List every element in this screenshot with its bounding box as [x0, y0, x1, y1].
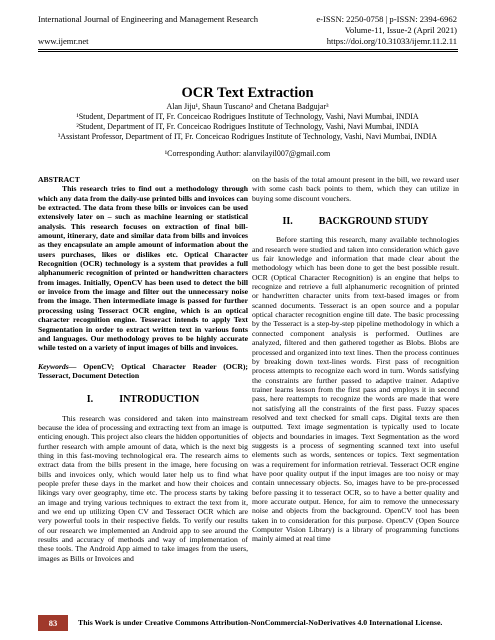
background-text: Before starting this research, many available technologies and research were studied and taken into consideration which gave us fair knowledge and information that made clear about the methodology which has been done to get the best possible result. OCR (Optical Character Recognition) is an engine that helps to recognize and retrieve a full alphanumeric recognition of printed or handwritten character units from text-based images or from scanned documents. Tesseract is an open source and a popular optical character recognition engine till date. The basic processing by the Tesseract is a step-by-step pipeline methodology in which a connected component analysis is performed. Outlines are analyzed, filtered and then gathered together as Blobs. Blobs are processed and organized into text lines. Then the process continues by breaking down text-lines words. First pass of recognition process attempts to recognize each word in turn. Words satisfying the constraints are further passed to adaptive trainer. Adaptive trainer learns lesson from the first pass and employs it in second pass, here reattempts to recognize the words are made that were not satisfying all the constraints of the first pass. Fuzzy spaces resolved and text checked for small caps. Digital texts are then outputted. Text image segmentation is typically used to locate objects and boundaries in images. Text Segmentation as the word suggests is a process of segmenting scanned text into useful elements such as words, sentences or topics. Text segmentation was a requirement for information retrieval. Tesseract OCR engine have poor quality output if the input images are too noisy or may contain unnecessary objects. So, images have to be pre-processed before passing it to tesseract OCR, so to have a better quality and more accurate output. Hence, for aim to remove the unnecessary noise and objects from the background. OpenCV tool has been taken in to consideration for this purpose. OpenCV (Open Source Computer Vision Library) is a library of programming functions mainly aimed at real time [252, 235, 459, 544]
affiliation: ²Student, Department of IT, Fr. Conceicao Rodrigues Institute of Technology, Vashi, Navi Mumbai, INDIA [76, 122, 419, 131]
section-title: BACKGROUND STUDY [318, 216, 429, 228]
author-list: Alan Jiju¹, Shaun Tuscano² and Chetana Badgujar³ [166, 102, 329, 111]
header-divider-2 [38, 51, 458, 52]
website-link[interactable]: www.ijemr.net [38, 36, 89, 46]
volume: Volume-11, Issue-2 (April 2021) [344, 25, 457, 35]
journal-name: International Journal of Engineering and Management Research [38, 14, 259, 24]
doi-link[interactable]: https://doi.org/10.31033/ijemr.11.2.11 [326, 36, 457, 46]
section-heading-background [252, 217, 459, 226]
header-divider [38, 49, 458, 50]
page-number: 83 [38, 615, 68, 631]
abstract-text: This research tries to find out a methodology through which any data from the daily-use printed bills and invoices can be extracted. The data from these bills or invoices can be used extensively later on – such as machine learning or statistical analysis. This research focuses on extraction of final bill-amount, itinerary, date and similar data from bills and invoices as they encapsulate an ample amount of information about the users purchases, likes or dislikes etc. Optical Character Recognition (OCR) technology is a system that provides a full alphanumeric recognition of printed or handwritten characters from images. Initially, OpenCV has been used to detect the bill or invoice from the image and filter out the unnecessary noise from the image. Then intermediate image is passed for further processing using Tesseract OCR engine, which is an optical character recognition engine. Tesseract intends to apply Text Segmentation in order to extract written text in various fonts and languages. Our methodology proves to be highly accurate while tested on a variety of input images of bills and invoices. [38, 184, 248, 353]
section-number: I. [86, 394, 94, 406]
keywords-label: Keywords— [38, 361, 77, 371]
issn: e-ISSN: 2250-0758 | p-ISSN: 2394-6962 [316, 14, 457, 24]
paper-title: OCR Text Extraction [181, 85, 314, 101]
left-column [38, 175, 248, 563]
corresponding-author: ¹Corresponding Author: alanvilayil007@gmail.com [164, 149, 331, 158]
section-number: II. [282, 216, 293, 228]
keywords [38, 362, 248, 381]
section-title: INTRODUCTION [119, 394, 200, 406]
keywords-text: OpenCV; Optical Character Reader (OCR); Tesseract, Document Detection [38, 361, 248, 380]
author-block [0, 102, 495, 142]
introduction-text: This research was considered and taken into mainstream because the idea of processing and extracting text from an image is enticing enough. This project also clears the hidden opportunities of further research with ample amount of data, which is the next big thing in this fast-moving technological era. The research aims to extract data from the bills present in the image, here focusing on bills and invoices only, which would later help us to find what people prefer these days in the market and how their choices and likings vary over geography, time etc. The process starts by taking an image and trying various techniques to extract the text from it, and we end up utilizing Open CV and Tesseract OCR which are very powerful tools in their respective fields. To verify our results of our research we implemented an Android app to see around the results and accuracy of methods and way of implementation of these tools. The Android App aimed to take images from the users, images as Bills or Invoices and [38, 413, 248, 563]
introduction-continuation: on the basis of the total amount present in the bill, we reward user with some cash back points to them, which they can utilize in buying some discount vouchers. [252, 175, 459, 203]
affiliation: ³Assistant Professor, Department of IT, Fr. Conceicao Rodrigues Institute of Technology, Vashi, Navi Mumbai, INDIA [57, 132, 438, 141]
page-footer [0, 615, 495, 631]
section-heading-introduction [38, 395, 248, 404]
right-column [252, 175, 459, 544]
affiliation: ¹Student, Department of IT, Fr. Conceicao Rodrigues Institute of Technology, Vashi, Navi Mumbai, INDIA [76, 112, 419, 121]
license-text: This Work is under Creative Commons Attribution-NonCommercial-NoDerivatives 4.0 International License. [78, 618, 443, 627]
abstract-heading: ABSTRACT [38, 175, 80, 184]
